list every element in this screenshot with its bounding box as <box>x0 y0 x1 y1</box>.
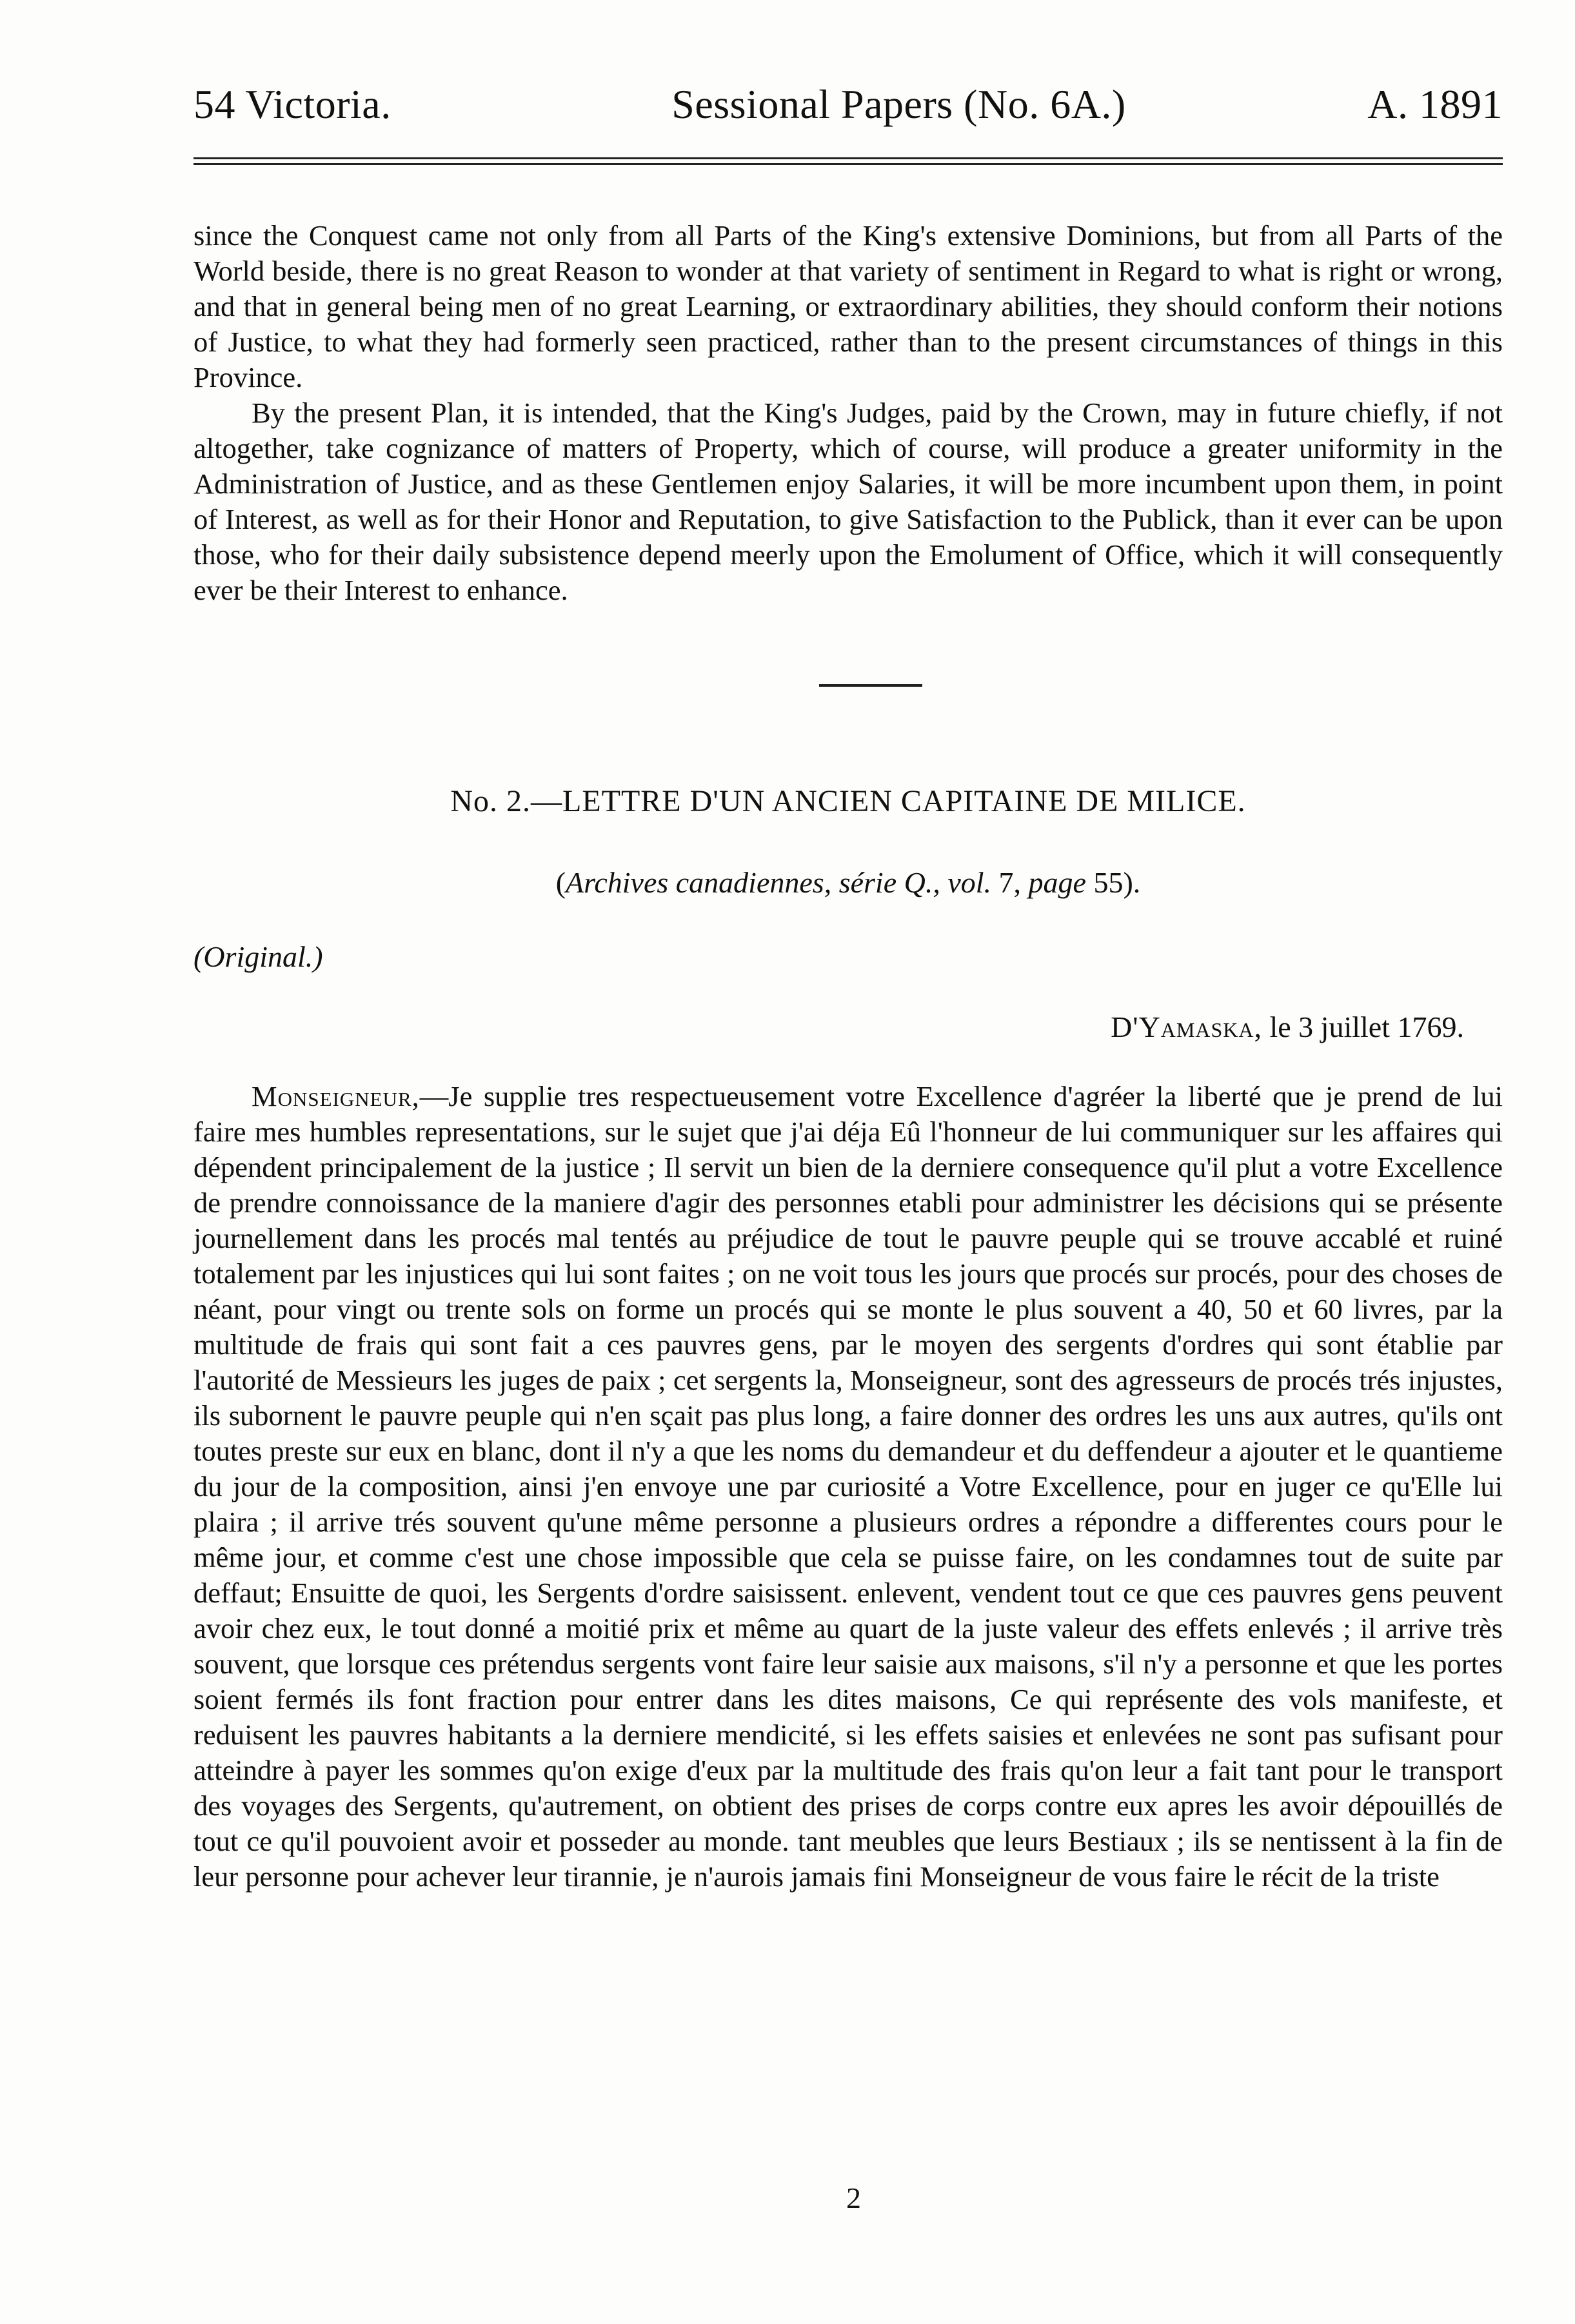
document-title: No. 2.—LETTRE D'UN ANCIEN CAPITAINE DE MILICE. <box>450 784 1246 818</box>
document-source <box>193 865 1503 900</box>
paragraph-2: By the present Plan, it is intended, that the King's Judges, paid by the Crown, may in future chiefly, if not altogether, take cognizance of matters of Property, which of course, will produce a greater uniformity in the Administration of Justice, and as these Gentlemen enjoy Salaries, it will be more incumbent upon them, in point of Interest, as well as for their Honor and Reputation, to give Satisfaction to the Publick, than it ever can be upon those, who for their daily subsistence depend meerly upon the Emolument of Office, which it will consequently ever be their Interest to enhance. <box>193 397 1503 606</box>
header-volume: 54 Victoria. <box>193 81 391 127</box>
letter-text: —Je supplie tres respectueusement votre Excellence d'agréer la liberté que je prend de lui faire mes humbles representations, sur le sujet que j'ai déja Eû l'honneur de lui communiquer sur les affaires qui dépendent principalement de la justice ; Il servit un bien de la derniere consequence qu'il plut a votre Excellence de prendre connoissance de la maniere d'agir des personnes etabli pour administrer les décisions qui se présente journellement dans les procés mal tentés au préjudice de tout le pauvre peuple qui se trouve accablé et ruiné totalement par les injustices qui lui sont faites ; on ne voit tous les jours que procés sur procés, pour des choses de néant, pour vingt ou trente sols on forme un procés qui se monte le plus souvent a 40, 50 et 60 livres, par la multitude de frais qui sont fait a ces pauvres gens, par le moyen des sergents d'ordres qui sont établie par l'autorité de Messieurs les juges de paix ; cet sergents la, Monseigneur, sont des agresseurs de procés trés injustes, ils subornent le pauvre peuple qui n'en sçait pas plus long, a faire donner des ordres les uns aux autres, qu'ils ont toutes preste sur eux en blanc, dont il n'y a que les noms du demandeur et du deffendeur a ajouter et le quantieme du jour de la composition, ainsi j'en envoye une par curiosité a Votre Excellence, pour en juger ce qu'Elle lui plaira ; il arrive trés souvent qu'une même personne a plusieurs ordres a répondre a differentes cours pour le même jour, et comme c'est une chose impossible que cela se puisse faire, on les condamnes tout de suite par deffaut; Ensuitte de quoi, les Sergents d'ordre saisissent. enlevent, vendent tout ce que ces pauvres gens peuvent avoir chez eux, le tout donné a moitié prix et même au quart de la juste valeur des effets enlevés ; il arrive très souvent, que lorsque ces prétendus sergents vont faire leur saisie aux maisons, s'il n'y a personne et que les portes soient fermés ils font fraction pour entrer dans les dites maisons, Ce qui représente des vols manifeste, et reduisent les pauvres habitants a la derniere mendicité, si les effets saisies et enlevées ne sont pas sufisant pour atteindre à payer les sommes qu'on exige d'eux par la multitude des frais qu'on leur a fait tant pour le transport des voyages des Sergents, qu'autrement, on obtient des prises de corps contre eux apres les avoir dépouillés de tout ce qu'il pouvoient avoir et posseder au monde. tant meubles que leurs Bestiaux ; ils se nentissent à la fin de leur personne pour achever leur tirannie, je n'aurois jamais fini Monseigneur de vous faire le récit de la triste <box>193 1080 1503 1893</box>
letter-body <box>193 1079 1503 1895</box>
original-label: (Original.) <box>193 940 323 973</box>
section-divider <box>819 684 922 687</box>
paragraph-1: since the Conquest came not only from all Parts of the King's extensive Dominions, but from all Parts of the World beside, there is no great Reason to wonder at that variety of sentiment in Regard to what is right or wrong, and that in general being men of no great Learning, or extraordinary abilities, they should conform their notions of Justice, to what they had formerly seen practiced, rather than to the present circumstances of things in this Province. <box>193 219 1503 393</box>
salutation: Monseigneur, <box>252 1080 420 1112</box>
header-title: Sessional Papers (No. 6A.) <box>671 81 1126 127</box>
source-page-word: page <box>1028 866 1086 899</box>
header-double-rule <box>193 157 1503 165</box>
header-year: A. 1891 <box>1367 81 1503 127</box>
original-note <box>193 940 1503 974</box>
dateline <box>193 1010 1503 1044</box>
source-close: 55). <box>1085 866 1141 899</box>
page-number: 2 <box>846 2181 861 2214</box>
dateline-date: le 3 juillet 1769. <box>1262 1010 1464 1043</box>
source-open: ( <box>555 866 566 899</box>
page <box>193 81 1503 1895</box>
running-header <box>193 81 1503 127</box>
source-volume: 7, <box>991 866 1029 899</box>
dateline-place: D'Yamaska, <box>1111 1010 1262 1043</box>
source-archives: Archives canadiennes, série Q., vol. <box>566 866 992 899</box>
